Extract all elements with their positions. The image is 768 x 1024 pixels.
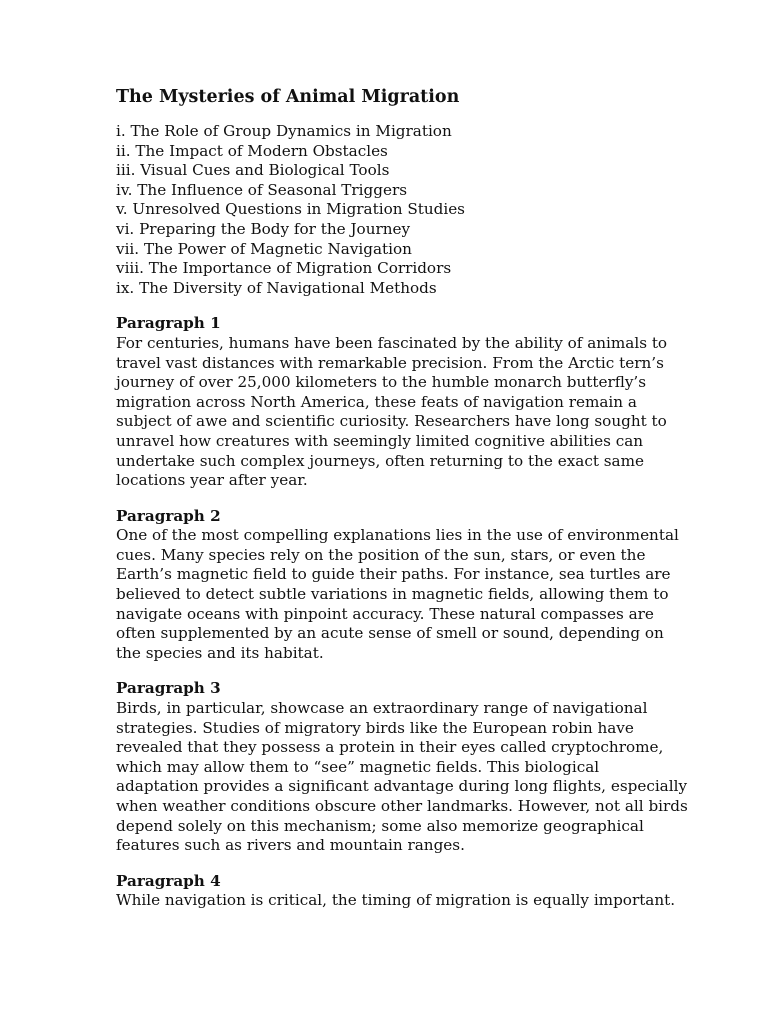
text-line: which may allow them to “see” magnetic fields. This biological [116,757,600,776]
text-line: travel vast distances with remarkable precision. From the Arctic tern’s [116,353,664,372]
text-line: adaptation provides a significant advantage during long flights, especially [116,777,688,796]
heading-option: iii. Visual Cues and Biological Tools [116,161,390,180]
paragraph-label: Paragraph 2 [116,506,221,525]
headings-list [116,122,656,298]
paragraph-block-3 [116,679,688,855]
text-line: revealed that they possess a protein in their eyes called cryptochrome, [116,738,664,757]
heading-option: ix. The Diversity of Navigational Methods [116,278,437,297]
paragraph-label: Paragraph 3 [116,679,221,698]
document-page [116,84,688,927]
document-title: The Mysteries of Animal Migration [116,87,460,107]
text-line: While navigation is critical, the timing of migration is equally important. [116,891,676,910]
text-line: cues. Many species rely on the position of the sun, stars, or even the [116,545,646,564]
heading-option: i. The Role of Group Dynamics in Migration [116,122,452,140]
text-line: Earth’s magnetic field to guide their paths. For instance, sea turtles are [116,565,671,584]
paragraph-text [116,891,676,911]
paragraph-text [116,333,668,491]
text-line: undertake such complex journeys, often returning to the exact same [116,451,644,470]
text-line: features such as rivers and mountain ranges. [116,836,465,855]
heading-option: viii. The Importance of Migration Corridors [116,259,452,278]
text-line: migration across North America, these feats of navigation remain a [116,392,637,411]
paragraph-label: Paragraph 4 [116,871,221,890]
text-line: locations year after year. [116,471,308,490]
text-line: For centuries, humans have been fascinated by the ability of animals to [116,333,668,352]
paragraph-label: Paragraph 1 [116,314,221,333]
text-line: One of the most compelling explanations lies in the use of environmental [116,526,679,545]
heading-option: iv. The Influence of Seasonal Triggers [116,180,408,199]
heading-option: ii. The Impact of Modern Obstacles [116,141,388,160]
paragraph-block-2 [116,506,679,664]
text-line: strategies. Studies of migratory birds like the European robin have [116,718,634,737]
text-line: depend solely on this mechanism; some also memorize geographical [116,816,644,835]
paragraph-block-1 [116,314,668,490]
text-line: navigate oceans with pinpoint accuracy. These natural compasses are [116,604,654,623]
heading-option: vii. The Power of Magnetic Navigation [116,239,412,258]
text-line: journey of over 25,000 kilometers to the humble monarch butterfly’s [116,373,647,392]
text-line: when weather conditions obscure other landmarks. However, not all birds [116,797,688,815]
text-line: the species and its habitat. [116,643,324,662]
heading-option: v. Unresolved Questions in Migration Studies [116,200,465,219]
paragraph-text [116,526,679,663]
text-line: unravel how creatures with seemingly limited cognitive abilities can [116,431,644,450]
text-line: Birds, in particular, showcase an extraordinary range of navigational [116,699,648,718]
text-line: subject of awe and scientific curiosity. Researchers have long sought to [116,412,667,431]
text-line: often supplemented by an acute sense of smell or sound, depending on [116,624,664,643]
paragraph-text [116,699,688,856]
heading-option: vi. Preparing the Body for the Journey [116,219,411,238]
text-line: believed to detect subtle variations in magnetic fields, allowing them to [116,585,669,604]
paragraph-block-4 [116,871,676,911]
